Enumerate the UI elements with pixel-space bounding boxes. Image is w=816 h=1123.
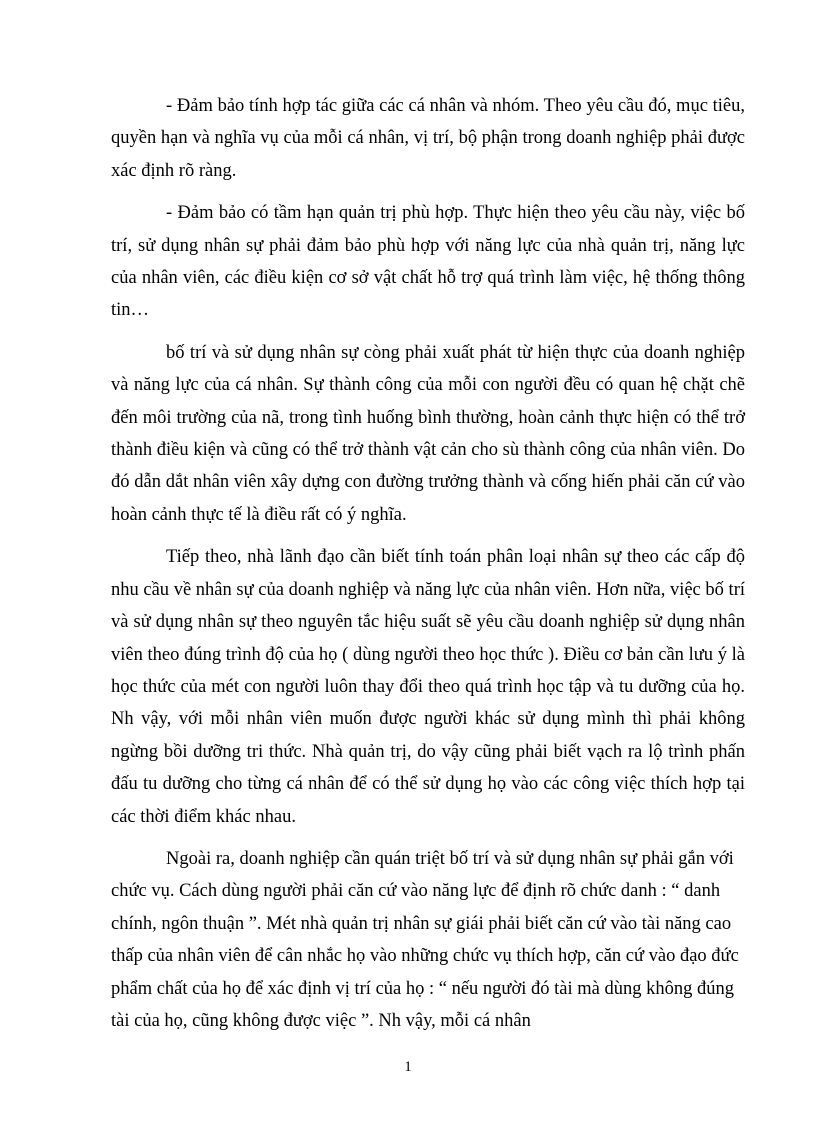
paragraph-classification: Tiếp theo, nhà lãnh đạo cần biết tính toán phân loại nhân sự theo các cấp độ nhu cầu về nhân sự của doanh nghiệp và năng lực của nhân viên. Hơn nữa, việc bố trí và sử dụng nhân sự theo nguyên tắc hiệu suất sẽ yêu cầu doanh nghiệp sử dụng nhân viên theo đúng trình độ của họ ( dùng người theo học thức ). Điều cơ bản cần lưu ý là học thức của mét con người luôn thay đổi theo quá trình học tập và tu dưỡng của họ. Nh vậy, với mỗi nhân viên muốn được người khác sử dụng mình thì phải không ngừng bồi dưỡng tri thức. Nhà quản trị, do vậy cũng phải biết vạch ra lộ trình phấn đấu tu dưỡng cho từng cá nhân để có thể sử dụng họ vào các công việc thích hợp tại các thời điểm khác nhau. [111, 547, 745, 827]
paragraph-cooperation: - Đảm bảo tính hợp tác giữa các cá nhân và nhóm. Theo yêu cầu đó, mục tiêu, quyền hạn và nghĩa vụ của mỗi cá nhân, vị trí, bộ phận trong doanh nghiệp phải được xác định rõ ràng. [111, 96, 745, 181]
body-text [111, 90, 745, 1037]
paragraph-management-span: - Đảm bảo có tầm hạn quản trị phù hợp. Thực hiện theo yêu cầu này, việc bố trí, sử dụng nhân sự phải đảm bảo phù hợp với năng lực của nhà quản trị, năng lực của nhân viên, các điều kiện cơ sở vật chất hỗ trợ quá trình làm việc, hệ thống thông tin… [111, 203, 745, 321]
paragraph-reality-capacity: bố trí và sử dụng nhân sự còng phải xuất phát từ hiện thực của doanh nghiệp và năng lực của cá nhân. Sự thành công của mỗi con người đều có quan hệ chặt chẽ đến môi trường của nã, trong tình huống bình thường, hoàn cảnh thực hiện có thể trở thành điều kiện và cũng có thể trở thành vật cản cho sù thành công của nhân viên. Do đó dẫn dắt nhân viên xây dựng con đường trưởng thành và cống hiến phải căn cứ vào hoàn cảnh thực tế là điều rất có ý nghĩa. [111, 342, 745, 525]
page-number: 1 [404, 1059, 412, 1075]
paragraph-position: Ngoài ra, doanh nghiệp cần quán triệt bố trí và sử dụng nhân sự phải gắn với chức vụ. Cách dùng người phải căn cứ vào năng lực để định rõ chức danh : “ danh chính, ngôn thuận ”. Mét nhà quản trị nhân sự giái phải biết căn cứ vào tài năng cao thấp của nhân viên để cân nhắc họ vào những chức vụ thích hợp, căn cứ vào đạo đức phẩm chất của họ để xác định vị trí của họ : “ nếu người đó tài mà dùng không đúng tài của họ, cũng không được việc ”. Nh vậy, mỗi cá nhân [111, 848, 739, 1031]
